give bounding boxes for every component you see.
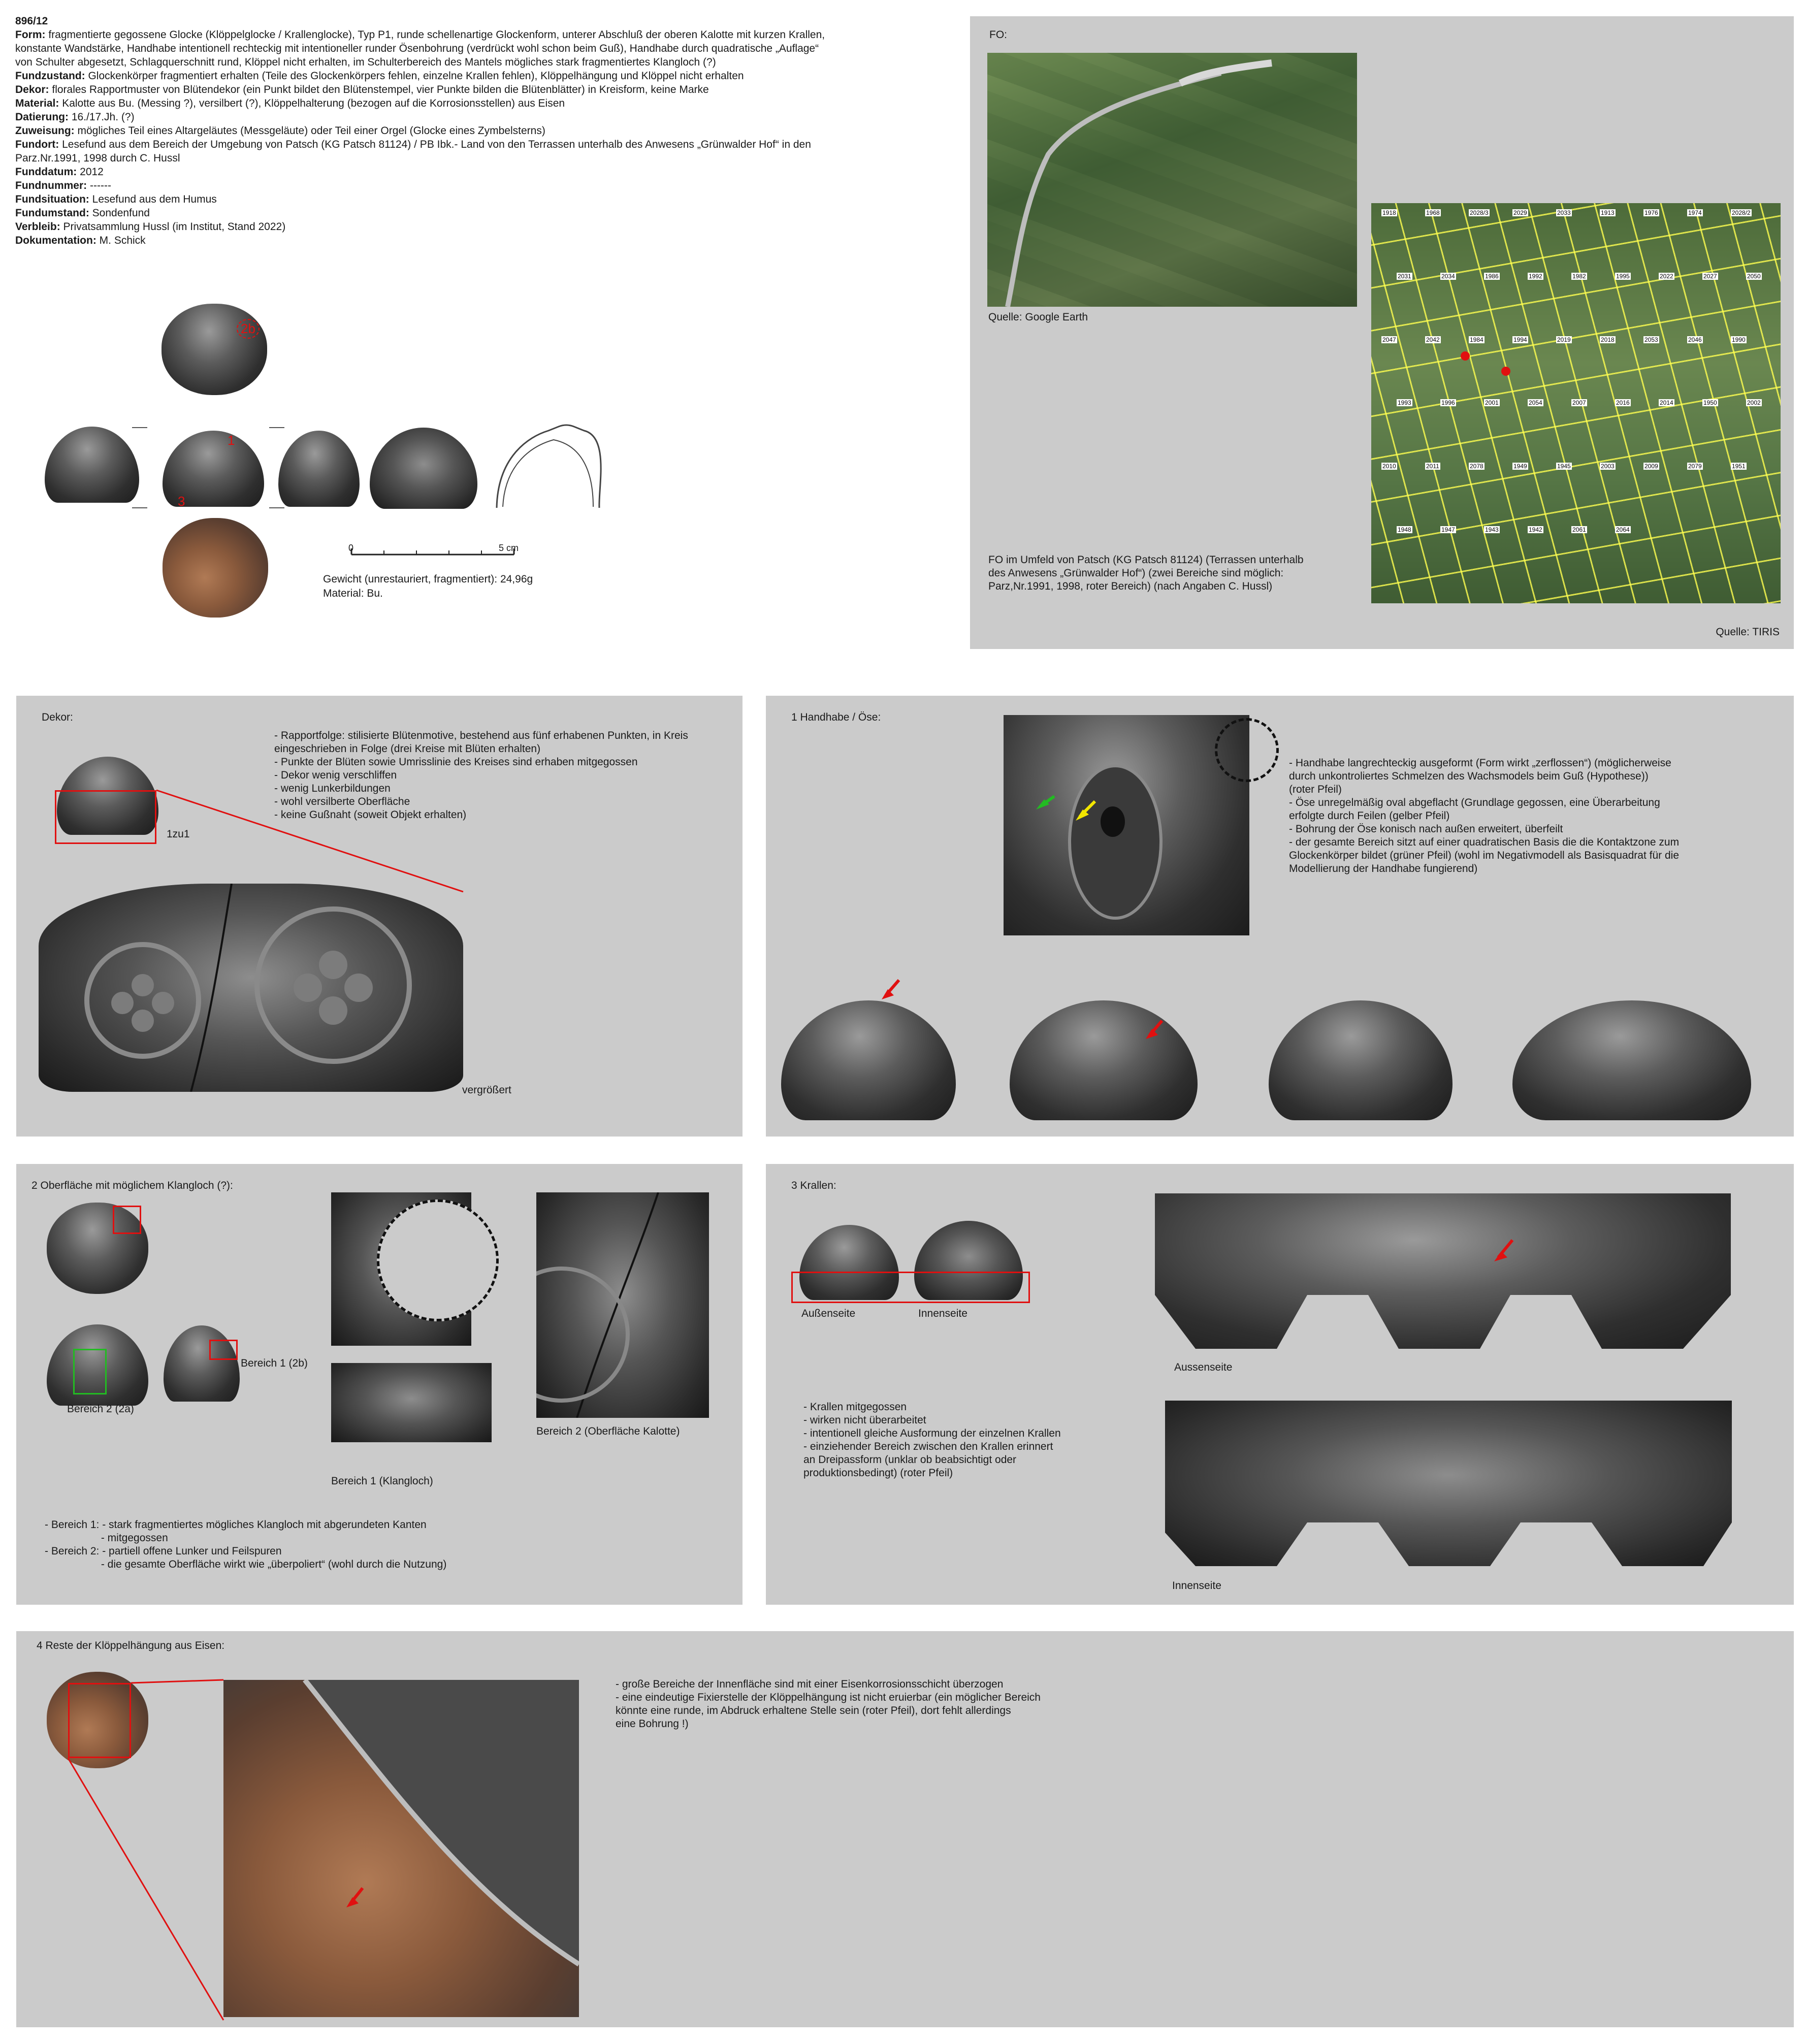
tiris-cadastre-map (1371, 203, 1781, 603)
header-line-text: fragmentierte gegossene Glocke (Klöppelglocke / Krallenglocke), Typ P1, runde schellenartige Glockenform, unterer Abschluß der oberen Kalotte mit kurzen Krallen, (45, 29, 825, 41)
parcel-number: 2046 (1688, 336, 1702, 343)
findspot-marker-1991 (1461, 351, 1470, 361)
oberflaeche-note: - Bereich 2: - partiell offene Lunker und Feilspuren (45, 1545, 282, 1557)
parcel-number: 1992 (1529, 272, 1542, 280)
parcel-number: 2027 (1703, 272, 1717, 280)
krallen-bullet: produktionsbedingt) (roter Pfeil) (803, 1467, 953, 1479)
handhabe-bullet: - Öse unregelmäßig oval abgeflacht (Grundlage gegossen, eine Überarbeitung (1289, 797, 1660, 808)
header-line-text: Glockenkörper fragmentiert erhalten (Teile des Glockenkörpers fehlen, einzelne Krallen fehlen), Klöppelhängung und Klöppel nicht erhalten (85, 70, 744, 82)
kalotte-surface-photo (536, 1192, 709, 1418)
parcel-number: 1994 (1513, 336, 1527, 343)
parcel-number: 2010 (1382, 463, 1396, 470)
parcel-number: 2009 (1644, 463, 1658, 470)
catalog-id: 896/12 (15, 15, 48, 27)
dekor-bullet: eingeschrieben in Folge (drei Kreise mit Blüten erhalten) (274, 743, 541, 755)
dekor-bullet: - keine Gußnaht (soweit Objekt erhalten) (274, 809, 467, 821)
parcel-number: 2001 (1485, 399, 1499, 407)
parcel-number: 1945 (1557, 463, 1571, 470)
krallen-bullet: - Krallen mitgegossen (803, 1401, 907, 1413)
oberflaeche-label-2a: Bereich 2 (2a) (67, 1403, 134, 1415)
dekor-panel (16, 696, 743, 1137)
oberflaeche-note: - mitgegossen (45, 1532, 168, 1544)
header-line-label: Dokumentation: (15, 235, 96, 246)
krallen-highlight-box (791, 1272, 1030, 1303)
fo-panel (970, 16, 1794, 649)
findspot-marker-1998 (1501, 367, 1510, 376)
parcel-number: 1986 (1485, 272, 1499, 280)
dekor-title: Dekor: (42, 711, 73, 723)
krallen-label-innen-small: Innenseite (918, 1308, 967, 1319)
parcel-number: 1951 (1732, 463, 1746, 470)
parcel-number: 2053 (1644, 336, 1658, 343)
parcel-number: 2011 (1426, 463, 1439, 470)
parcel-number: 2034 (1441, 272, 1455, 280)
scale-start-label: 0 (348, 543, 354, 553)
parcel-number: 1918 (1382, 209, 1396, 216)
view-label-3: 3 (178, 494, 185, 509)
parcel-number: 1968 (1426, 209, 1440, 216)
handhabe-title: 1 Handhabe / Öse: (791, 711, 881, 723)
fo-caption (988, 554, 1304, 593)
oberflaeche-box-2b (113, 1206, 141, 1234)
parcel-number: 2042 (1426, 336, 1440, 343)
handhabe-panel (766, 696, 1794, 1137)
weight-label: Gewicht (unrestauriert, fragmentiert): 24,96g (323, 573, 533, 585)
fo-title: FO: (989, 29, 1007, 41)
header-line-label: Funddatum: (15, 166, 77, 178)
view-guide-lines (0, 0, 965, 660)
header-line-text: M. Schick (96, 235, 146, 246)
header-line-label: Fundort: (15, 139, 59, 150)
scale-end-label: 5 cm (499, 543, 519, 553)
oberflaeche-title: 2 Oberfläche mit möglichem Klangloch (?): (31, 1180, 233, 1191)
parcel-number: 2007 (1572, 399, 1586, 407)
material-label: Material: Bu. (323, 588, 383, 599)
oberflaeche-box-klangloch (209, 1340, 238, 1360)
fo-caption-line: FO im Umfeld von Patsch (KG Patsch 81124) (Terrassen unterhalb (988, 554, 1304, 566)
oberflaeche-note: - Bereich 1: - stark fragmentiertes mögliches Klangloch mit abgerundeten Kanten (45, 1519, 427, 1531)
parcel-number: 2079 (1688, 463, 1702, 470)
header-line-text: konstante Wandstärke, Handhabe intentionell rechteckig mit intentioneller runder Ösenbohrung (verdrückt wohl schon beim Guß), Handhabe durch quadratische „Auflage“ (15, 43, 819, 54)
krallen-bullet: - wirken nicht überarbeitet (803, 1414, 926, 1426)
header-line-text: Parz.Nr.1991, 1998 durch C. Hussl (15, 152, 180, 164)
parcel-number: 2078 (1470, 463, 1483, 470)
dekor-bullet: - wohl versilberte Oberfläche (274, 796, 410, 807)
header-line-label: Zuweisung: (15, 125, 75, 137)
dekor-bullet: - Dekor wenig verschliffen (274, 769, 397, 781)
header-line-text: 2012 (77, 166, 104, 178)
handhabe-bullet: Modellierung der Handhabe fungierend) (1289, 863, 1478, 874)
parcel-number: 2064 (1616, 526, 1630, 533)
kloeppel-enlarged-photo (223, 1680, 579, 2017)
parcel-number: 2033 (1557, 209, 1571, 216)
header-line-text: ------ (87, 180, 111, 191)
parcel-number: 1995 (1616, 272, 1630, 280)
parcel-number: 1984 (1470, 336, 1483, 343)
klangloch-closeup-2 (331, 1363, 492, 1442)
oberflaeche-notes (45, 1518, 446, 1571)
krallen-outside-photo (1155, 1193, 1731, 1349)
fo-caption-line: Parz,Nr.1991, 1998, roter Bereich) (nach Angaben C. Hussl) (988, 580, 1273, 592)
kloeppel-bullet: eine Bohrung !) (616, 1718, 689, 1730)
parcel-number: 2028/2 (1732, 209, 1751, 216)
header-line-label: Datierung: (15, 111, 69, 123)
oberflaeche-label-kalotte: Bereich 2 (Oberfläche Kalotte) (536, 1425, 680, 1437)
header-line-label: Fundzustand: (15, 70, 85, 82)
krallen-panel (766, 1164, 1794, 1605)
parcel-number: 2047 (1382, 336, 1396, 343)
krallen-bullets (803, 1401, 1061, 1480)
overview-views (0, 0, 965, 660)
parcel-number: 1950 (1703, 399, 1717, 407)
parcel-number: 1974 (1688, 209, 1702, 216)
header-line-text: florales Rapportmuster von Blütendekor (ein Punkt bildet den Blütenstempel, vier Punkte bilden die Blütenblätter) in Kreisform, keine Marke (49, 84, 709, 95)
tiris-source: Quelle: TIRIS (1716, 626, 1780, 638)
kloeppel-title: 4 Reste der Klöppelhängung aus Eisen: (37, 1640, 225, 1651)
parcel-number: 1948 (1398, 526, 1411, 533)
parcel-number: 1947 (1441, 526, 1455, 533)
header-line-text: von Schulter abgesetzt, Schlagquerschnitt rund, Klöppel nicht erhalten, im Schulterbereich des Mantels mögliches stark fragmentiertes Klangloch (?) (15, 56, 716, 68)
parcel-number: 1993 (1398, 399, 1411, 407)
parcel-number: 2018 (1601, 336, 1615, 343)
handhabe-red-arrows (766, 696, 1794, 1137)
klangloch-missing-outline (377, 1199, 499, 1321)
handhabe-bullet: - Bohrung der Öse konisch nach außen erweitert, überfeilt (1289, 823, 1563, 835)
dekor-bullet: - wenig Lunkerbildungen (274, 783, 391, 794)
parcel-number: 2016 (1616, 399, 1630, 407)
oberflaeche-box-2a (73, 1349, 107, 1394)
kloeppel-bullets (616, 1678, 1041, 1731)
oberflaeche-note: - die gesamte Oberfläche wirkt wie „überpoliert“ (wohl durch die Nutzung) (45, 1559, 447, 1570)
header-line-label: Fundsituation: (15, 193, 89, 205)
parcel-number: 1949 (1513, 463, 1527, 470)
krallen-label-aussen: Aussenseite (1174, 1361, 1233, 1373)
header-line-label: Material: (15, 98, 59, 109)
view-label-2b: 2b (237, 319, 260, 339)
header-line-text: Sondenfund (89, 207, 150, 219)
kloeppel-bullet: könnte eine runde, im Abdruck erhaltene Stelle sein (roter Pfeil), dort fehlt allerdings (616, 1705, 1011, 1716)
header-line-label: Fundnummer: (15, 180, 87, 191)
parcel-number: 2031 (1398, 272, 1411, 280)
header-line-text: Kalotte aus Bu. (Messing ?), versilbert (?), Klöppelhalterung (bezogen auf die Korrosionsstellen) aus Eisen (59, 98, 565, 109)
view-label-1: 1 (228, 433, 235, 448)
dekor-bullet: - Punkte der Blüten sowie Umrisslinie des Kreises sind erhaben mitgegossen (274, 756, 638, 768)
kloeppel-panel (16, 1631, 1794, 2027)
handhabe-bullet: - der gesamte Bereich sitzt auf einer quadratischen Basis die die Kontaktzone zum (1289, 836, 1680, 848)
parcel-number: 2022 (1660, 272, 1673, 280)
parcel-number: 2050 (1747, 272, 1761, 280)
header-line-text: Lesefund aus dem Bereich der Umgebung von Patsch (KG Patsch 81124) / PB Ibk.- Land von den Terrassen unterhalb des Anwesens „Grünwalder Hof“ in den (59, 139, 811, 150)
google-earth-source: Quelle: Google Earth (988, 311, 1088, 323)
header-line-label: Fundumstand: (15, 207, 89, 219)
parcel-number: 2019 (1557, 336, 1571, 343)
dekor-scale-label: 1zu1 (167, 828, 190, 840)
oberflaeche-label-2b: Bereich 1 (2b) (241, 1357, 308, 1369)
krallen-label-innen: Innenseite (1172, 1580, 1221, 1592)
parcel-number: 2002 (1747, 399, 1761, 407)
header-line-label: Form: (15, 29, 46, 41)
handhabe-bullet: - Handhabe langrechteckig ausgeformt (Form wirkt „zerflossen“) (möglicherweise (1289, 757, 1671, 769)
header-line-text: mögliches Teil eines Altargeläutes (Messgeläute) oder Teil einer Orgel (Glocke eines Zymbelsterns) (74, 125, 545, 137)
parcel-number: 1976 (1644, 209, 1658, 216)
handhabe-bullet: erfolgte durch Feilen (gelber Pfeil) (1289, 810, 1450, 822)
parcel-number: 2029 (1513, 209, 1527, 216)
krallen-bullet: - einziehender Bereich zwischen den Krallen erinnert (803, 1441, 1053, 1452)
parcel-number: 2003 (1601, 463, 1615, 470)
dekor-enlarged-label: vergrößert (462, 1084, 511, 1096)
handhabe-bullet: (roter Pfeil) (1289, 784, 1342, 795)
oberflaeche-label-klangloch: Bereich 1 (Klangloch) (331, 1475, 433, 1487)
parcel-number: 2014 (1660, 399, 1673, 407)
header-line-text: 16./17.Jh. (?) (69, 111, 135, 123)
parcel-number: 2061 (1572, 526, 1586, 533)
kloeppel-bullet: - eine eindeutige Fixierstelle der Klöppelhängung ist nicht eruierbar (ein möglicher Bereich (616, 1692, 1041, 1703)
oberflaeche-side-view (164, 1325, 240, 1402)
header-line-text: Privatsammlung Hussl (im Institut, Stand 2022) (60, 221, 286, 233)
handhabe-bullet: Glockenkörper bildet (grüner Pfeil) (wohl im Negativmodell als Basisquadrat für die (1289, 850, 1680, 861)
parcel-number: 1996 (1441, 399, 1455, 407)
header-line-label: Verbleib: (15, 221, 60, 233)
dekor-bullet: - Rapportfolge: stilisierte Blütenmotive, bestehend aus fünf erhabenen Punkten, in Kreis (274, 730, 688, 741)
parcel-number: 1913 (1601, 209, 1615, 216)
parcel-number: 1942 (1529, 526, 1542, 533)
oberflaeche-panel (16, 1164, 743, 1605)
google-earth-image (987, 53, 1357, 307)
header-line-text: Lesefund aus dem Humus (89, 193, 217, 205)
krallen-inside-photo (1165, 1401, 1732, 1566)
parcel-number: 1943 (1485, 526, 1499, 533)
parcel-number: 1982 (1572, 272, 1586, 280)
krallen-title: 3 Krallen: (791, 1180, 836, 1191)
header-line-label: Dekor: (15, 84, 49, 95)
krallen-label-aussen-small: Außenseite (801, 1308, 856, 1319)
dekor-enlarged-photo (39, 884, 463, 1092)
parcel-number: 2028/3 (1470, 209, 1489, 216)
krallen-bullet: - intentionell gleiche Ausformung der einzelnen Krallen (803, 1427, 1061, 1439)
parcel-number: 1990 (1732, 336, 1746, 343)
kloeppel-bullet: - große Bereiche der Innenfläche sind mit einer Eisenkorrosionsschicht überzogen (616, 1678, 1004, 1690)
fo-caption-line: des Anwesens „Grünwalder Hof“) (zwei Bereiche sind möglich: (988, 567, 1284, 579)
krallen-bullet: an Dreipassform (unklar ob beabsichtigt oder (803, 1454, 1017, 1466)
handhabe-bullet: durch unkontroliertes Schmelzen des Wachsmodels beim Guß (Hypothese)) (1289, 770, 1649, 782)
parcel-number: 2054 (1529, 399, 1542, 407)
